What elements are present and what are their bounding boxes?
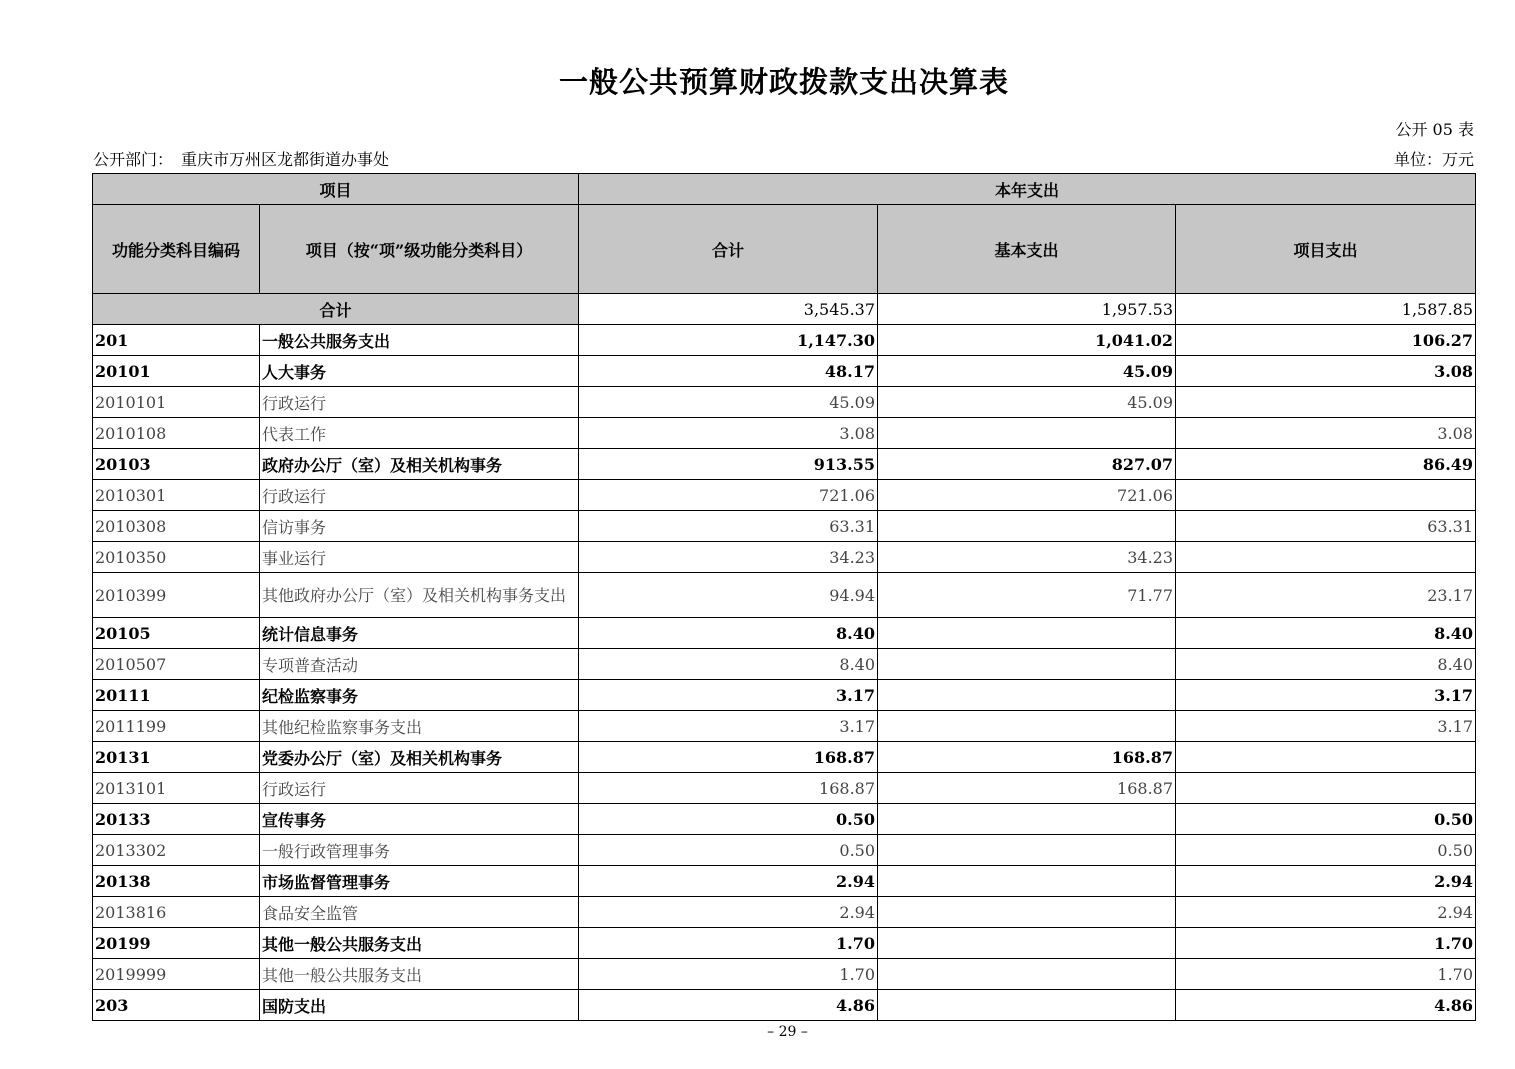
- code-cell: 20105: [93, 618, 260, 649]
- basic-cell: 34.23: [878, 542, 1176, 573]
- table-row: [93, 835, 1476, 866]
- basic-cell: [878, 418, 1176, 449]
- department-label: 公开部门： 重庆市万州区龙都街道办事处: [93, 150, 390, 169]
- total-cell: 45.09: [579, 387, 878, 418]
- table-row: [93, 990, 1476, 1021]
- name-cell: 一般公共服务支出: [260, 325, 579, 356]
- basic-cell: 45.09: [878, 356, 1176, 387]
- total-row: [93, 294, 1476, 325]
- basic-cell: 45.09: [878, 387, 1176, 418]
- table-row: [93, 680, 1476, 711]
- code-cell: 2010108: [93, 418, 260, 449]
- table-row: [93, 742, 1476, 773]
- header-row-2: [93, 205, 1476, 294]
- code-cell: 2010301: [93, 480, 260, 511]
- header-current-year: 本年支出: [579, 174, 1476, 205]
- code-cell: 203: [93, 990, 260, 1021]
- program-cell: 0.50: [1176, 804, 1476, 835]
- name-cell: 代表工作: [260, 418, 579, 449]
- header-code: 功能分类科目编码: [93, 205, 260, 294]
- program-cell: [1176, 773, 1476, 804]
- table-row: [93, 866, 1476, 897]
- name-cell: 党委办公厅（室）及相关机构事务: [260, 742, 579, 773]
- total-cell: 1.70: [579, 959, 878, 990]
- program-cell: 63.31: [1176, 511, 1476, 542]
- table-row: [93, 711, 1476, 742]
- header-basic: 基本支出: [878, 205, 1176, 294]
- basic-cell: 827.07: [878, 449, 1176, 480]
- code-cell: 20199: [93, 928, 260, 959]
- table-row: [93, 356, 1476, 387]
- program-cell: [1176, 387, 1476, 418]
- name-cell: 食品安全监管: [260, 897, 579, 928]
- name-cell: 其他政府办公厅（室）及相关机构事务支出: [260, 573, 579, 618]
- program-cell: 1.70: [1176, 959, 1476, 990]
- basic-cell: 71.77: [878, 573, 1176, 618]
- basic-cell: [878, 928, 1176, 959]
- basic-cell: 168.87: [878, 742, 1176, 773]
- basic-cell: [878, 866, 1176, 897]
- total-cell: 2.94: [579, 866, 878, 897]
- total-cell: 3,545.37: [579, 294, 878, 325]
- program-cell: 2.94: [1176, 897, 1476, 928]
- table-row: [93, 449, 1476, 480]
- total-label: 合计: [93, 294, 579, 325]
- name-cell: 专项普查活动: [260, 649, 579, 680]
- table-row: [93, 573, 1476, 618]
- header-program: 项目支出: [1176, 205, 1476, 294]
- table-row: [93, 804, 1476, 835]
- code-cell: 2010507: [93, 649, 260, 680]
- total-cell: 3.08: [579, 418, 878, 449]
- code-cell: 20111: [93, 680, 260, 711]
- code-cell: 20101: [93, 356, 260, 387]
- unit-label: 单位：万元: [1393, 150, 1474, 169]
- table-row: [93, 649, 1476, 680]
- program-cell: 8.40: [1176, 618, 1476, 649]
- basic-cell: 721.06: [878, 480, 1176, 511]
- name-cell: 政府办公厅（室）及相关机构事务: [260, 449, 579, 480]
- name-cell: 宣传事务: [260, 804, 579, 835]
- table-row: [93, 480, 1476, 511]
- basic-cell: [878, 711, 1176, 742]
- name-cell: 其他一般公共服务支出: [260, 928, 579, 959]
- program-cell: 2.94: [1176, 866, 1476, 897]
- program-cell: 3.17: [1176, 711, 1476, 742]
- header-name: 项目（按“项”级功能分类科目）: [260, 205, 579, 294]
- name-cell: 行政运行: [260, 480, 579, 511]
- program-cell: 4.86: [1176, 990, 1476, 1021]
- program-cell: 1.70: [1176, 928, 1476, 959]
- total-cell: 94.94: [579, 573, 878, 618]
- program-cell: 8.40: [1176, 649, 1476, 680]
- name-cell: 行政运行: [260, 387, 579, 418]
- basic-cell: 1,957.53: [878, 294, 1176, 325]
- basic-cell: [878, 897, 1176, 928]
- total-cell: 8.40: [579, 618, 878, 649]
- page-title: 一般公共预算财政拨款支出决算表: [558, 65, 1009, 99]
- page-number: – 29 –: [767, 1024, 808, 1040]
- basic-cell: 1,041.02: [878, 325, 1176, 356]
- code-cell: 2013101: [93, 773, 260, 804]
- total-cell: 913.55: [579, 449, 878, 480]
- program-cell: [1176, 480, 1476, 511]
- name-cell: 纪检监察事务: [260, 680, 579, 711]
- total-cell: 4.86: [579, 990, 878, 1021]
- code-cell: 2011199: [93, 711, 260, 742]
- name-cell: 国防支出: [260, 990, 579, 1021]
- program-cell: 3.17: [1176, 680, 1476, 711]
- total-cell: 721.06: [579, 480, 878, 511]
- name-cell: 统计信息事务: [260, 618, 579, 649]
- basic-cell: [878, 959, 1176, 990]
- total-cell: 3.17: [579, 711, 878, 742]
- code-cell: 2010350: [93, 542, 260, 573]
- code-cell: 20133: [93, 804, 260, 835]
- program-cell: [1176, 742, 1476, 773]
- total-cell: 0.50: [579, 835, 878, 866]
- program-cell: 0.50: [1176, 835, 1476, 866]
- table-row: [93, 511, 1476, 542]
- total-cell: 1,147.30: [579, 325, 878, 356]
- header-row-1: [93, 174, 1476, 205]
- total-cell: 34.23: [579, 542, 878, 573]
- total-cell: 168.87: [579, 773, 878, 804]
- basic-cell: [878, 618, 1176, 649]
- code-cell: 2010101: [93, 387, 260, 418]
- table-row: [93, 928, 1476, 959]
- basic-cell: [878, 511, 1176, 542]
- form-number: 公开 05 表: [1395, 120, 1474, 139]
- program-cell: [1176, 542, 1476, 573]
- program-cell: 106.27: [1176, 325, 1476, 356]
- table-row: [93, 618, 1476, 649]
- code-cell: 20103: [93, 449, 260, 480]
- table-row: [93, 773, 1476, 804]
- code-cell: 2013302: [93, 835, 260, 866]
- program-cell: 1,587.85: [1176, 294, 1476, 325]
- budget-table: [92, 173, 1476, 1021]
- basic-cell: [878, 649, 1176, 680]
- total-cell: 8.40: [579, 649, 878, 680]
- name-cell: 行政运行: [260, 773, 579, 804]
- total-cell: 1.70: [579, 928, 878, 959]
- code-cell: 20138: [93, 866, 260, 897]
- program-cell: 23.17: [1176, 573, 1476, 618]
- total-cell: 0.50: [579, 804, 878, 835]
- program-cell: 86.49: [1176, 449, 1476, 480]
- header-total: 合计: [579, 205, 878, 294]
- table-row: [93, 897, 1476, 928]
- name-cell: 信访事务: [260, 511, 579, 542]
- basic-cell: 168.87: [878, 773, 1176, 804]
- basic-cell: [878, 835, 1176, 866]
- table-row: [93, 325, 1476, 356]
- table-row: [93, 542, 1476, 573]
- table-row: [93, 387, 1476, 418]
- program-cell: 3.08: [1176, 418, 1476, 449]
- basic-cell: [878, 680, 1176, 711]
- name-cell: 市场监督管理事务: [260, 866, 579, 897]
- code-cell: 2013816: [93, 897, 260, 928]
- name-cell: 事业运行: [260, 542, 579, 573]
- code-cell: 2010308: [93, 511, 260, 542]
- total-cell: 63.31: [579, 511, 878, 542]
- total-cell: 2.94: [579, 897, 878, 928]
- name-cell: 一般行政管理事务: [260, 835, 579, 866]
- table-row: [93, 418, 1476, 449]
- name-cell: 其他纪检监察事务支出: [260, 711, 579, 742]
- code-cell: 201: [93, 325, 260, 356]
- code-cell: 20131: [93, 742, 260, 773]
- name-cell: 人大事务: [260, 356, 579, 387]
- code-cell: 2010399: [93, 573, 260, 618]
- total-cell: 48.17: [579, 356, 878, 387]
- program-cell: 3.08: [1176, 356, 1476, 387]
- table-row: [93, 959, 1476, 990]
- code-cell: 2019999: [93, 959, 260, 990]
- total-cell: 168.87: [579, 742, 878, 773]
- basic-cell: [878, 804, 1176, 835]
- basic-cell: [878, 990, 1176, 1021]
- name-cell: 其他一般公共服务支出: [260, 959, 579, 990]
- total-cell: 3.17: [579, 680, 878, 711]
- header-project: 项目: [93, 174, 579, 205]
